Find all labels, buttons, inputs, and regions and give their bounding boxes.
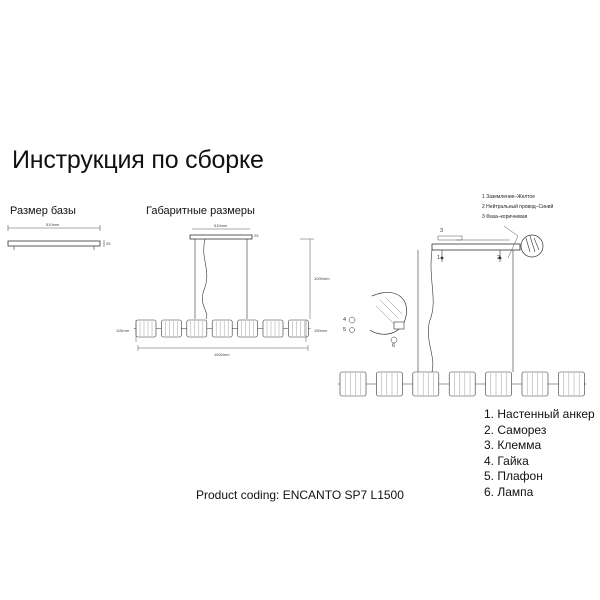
callout-4: 4 [343, 317, 347, 323]
overall-size-heading: Габаритные размеры [146, 205, 255, 217]
shade [486, 372, 512, 396]
base-size-heading: Размер базы [10, 205, 76, 217]
wiring-num-2: 2 [482, 204, 485, 210]
parts-list-item [484, 469, 595, 485]
part-num: 4. [484, 453, 495, 468]
callout-2: 2 [497, 255, 501, 261]
page-title: Инструкция по сборке [12, 146, 264, 174]
parts-list [484, 407, 595, 501]
part-label: Саморез [497, 422, 547, 437]
total-length-dim: 1500mm [214, 352, 230, 357]
parts-list-item [484, 423, 595, 439]
shade [340, 372, 366, 396]
base-height-dim: 25 [106, 241, 111, 246]
product-coding: Product coding: ENCANTO SP7 L1500 [196, 488, 404, 502]
callout-5: 5 [343, 327, 347, 333]
part-label: Клемма [497, 438, 542, 453]
canopy-height-dim: 25 [254, 233, 259, 238]
parts-list-item [484, 407, 595, 423]
wiring-detail-circle [521, 235, 543, 257]
wiring-text-3: Фаза–коричневая [486, 214, 528, 220]
base-width-dim: 510mm [46, 222, 60, 227]
shade [558, 372, 584, 396]
parts-list-item [484, 438, 595, 454]
shade-row-large [338, 372, 586, 396]
part-num: 1. [484, 407, 495, 421]
mounting-bracket [438, 236, 462, 240]
wiring-num-1: 1 [482, 194, 485, 200]
drop-dim: 1000mm [314, 276, 330, 281]
part-label: Лампа [497, 484, 534, 499]
part-num: 3. [484, 438, 495, 453]
wiring-num-3: 3 [482, 214, 485, 220]
parts-list-item [484, 454, 595, 470]
part-num: 2. [484, 422, 495, 437]
part-label: Гайка [497, 453, 529, 468]
part-num: 6. [484, 484, 495, 499]
ceiling-canopy [432, 244, 520, 250]
part-label: Плафон [497, 469, 543, 484]
wiring-text-2: Нейтральный провод–Синий [486, 204, 554, 210]
callout-1: 1 [437, 255, 441, 261]
part-num: 5. [484, 469, 495, 484]
part-label: Настенный анкер [497, 407, 595, 421]
callout-6: 6 [392, 343, 396, 349]
shade-height-right-dim: 150mm [314, 328, 328, 333]
parts-list-item [484, 485, 595, 501]
canopy-width-dim: 510mm [214, 223, 228, 228]
shade [413, 372, 439, 396]
shade [522, 372, 548, 396]
callout-3: 3 [440, 228, 444, 234]
wiring-text-1: Заземление–Желтое [486, 194, 536, 200]
shade [376, 372, 402, 396]
shade-height-left-dim: 115mm [116, 328, 130, 333]
shade [449, 372, 475, 396]
